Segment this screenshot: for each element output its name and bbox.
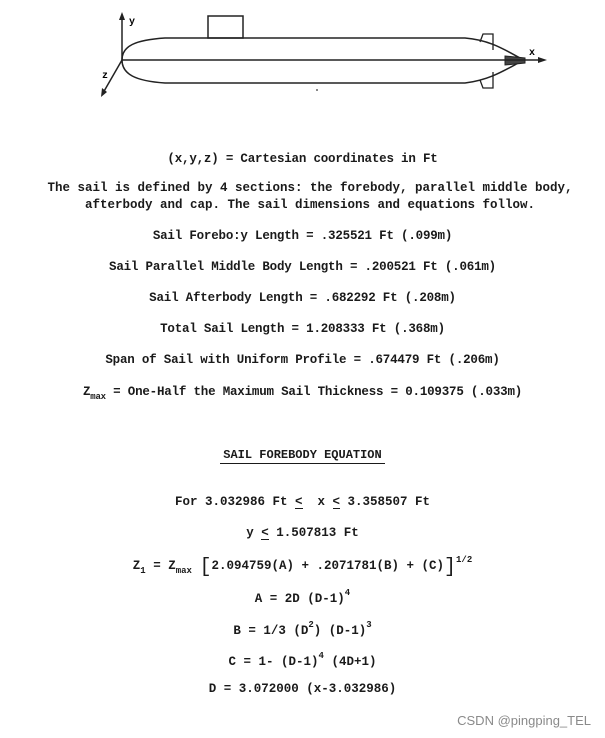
zmax-definition: $Z_{max}$ = One-Half the Maximum Sail Thickness = 0.109375 (.033m) <box>82 385 523 402</box>
intro-line-2: afterbody and cap. The sail dimensions and equations follow. <box>84 198 536 212</box>
equation-y-range: y < 1.507813 Ft <box>246 526 359 540</box>
submarine-diagram <box>95 8 555 103</box>
dim-forebody-length: Sail Forebo:y Length = .325521 Ft (.099m) <box>152 229 453 243</box>
dim-total-length: Total Sail Length = 1.208333 Ft (.368m) <box>160 322 445 336</box>
section-heading: SAIL FOREBODY EQUATION <box>0 448 605 462</box>
y-axis-arrow <box>119 12 125 20</box>
equation-c: C = 1- $(D-1)^4$ (4D+1) <box>228 651 377 669</box>
dot-mark <box>316 89 318 91</box>
equation-a: A = 2D $(D-1)^4$ <box>254 588 351 606</box>
dim-middle-body-length: Sail Parallel Middle Body Length = .200521 Ft (.061m) <box>109 260 496 274</box>
equation-d: D = 3.072000 (x-3.032986) <box>208 682 397 696</box>
watermark: CSDN @pingping_TEL <box>457 713 591 728</box>
dim-afterbody-length: Sail Afterbody Length = .682292 Ft (.208m) <box>149 291 456 305</box>
z-axis-arrow <box>101 88 107 97</box>
submarine-sail <box>208 16 243 38</box>
equation-b: B = 1/3 $(D^2)$ $(D-1)^3$ <box>233 620 372 638</box>
dim-span-uniform-profile: Span of Sail with Uniform Profile = .674479 Ft (.206m) <box>105 353 500 367</box>
equation-x-range: For 3.032986 Ft < x < 3.358507 Ft <box>174 495 431 509</box>
intro-paragraph <box>40 180 580 214</box>
x-axis-label: x <box>529 48 536 59</box>
equation-z1: $Z_1 = Z_{max}$ $[2.094759(A) + .2071781(B) + (C)]^{1/2}$ <box>132 555 473 579</box>
coordinates-caption: (x,y,z) = Cartesian coordinates in Ft <box>167 152 438 166</box>
intro-line-1: The sail is defined by 4 sections: the forebody, parallel middle body, <box>47 181 573 195</box>
z-axis-label: z <box>102 71 109 82</box>
x-axis-arrow <box>538 57 547 63</box>
y-axis-label: y <box>129 17 136 28</box>
